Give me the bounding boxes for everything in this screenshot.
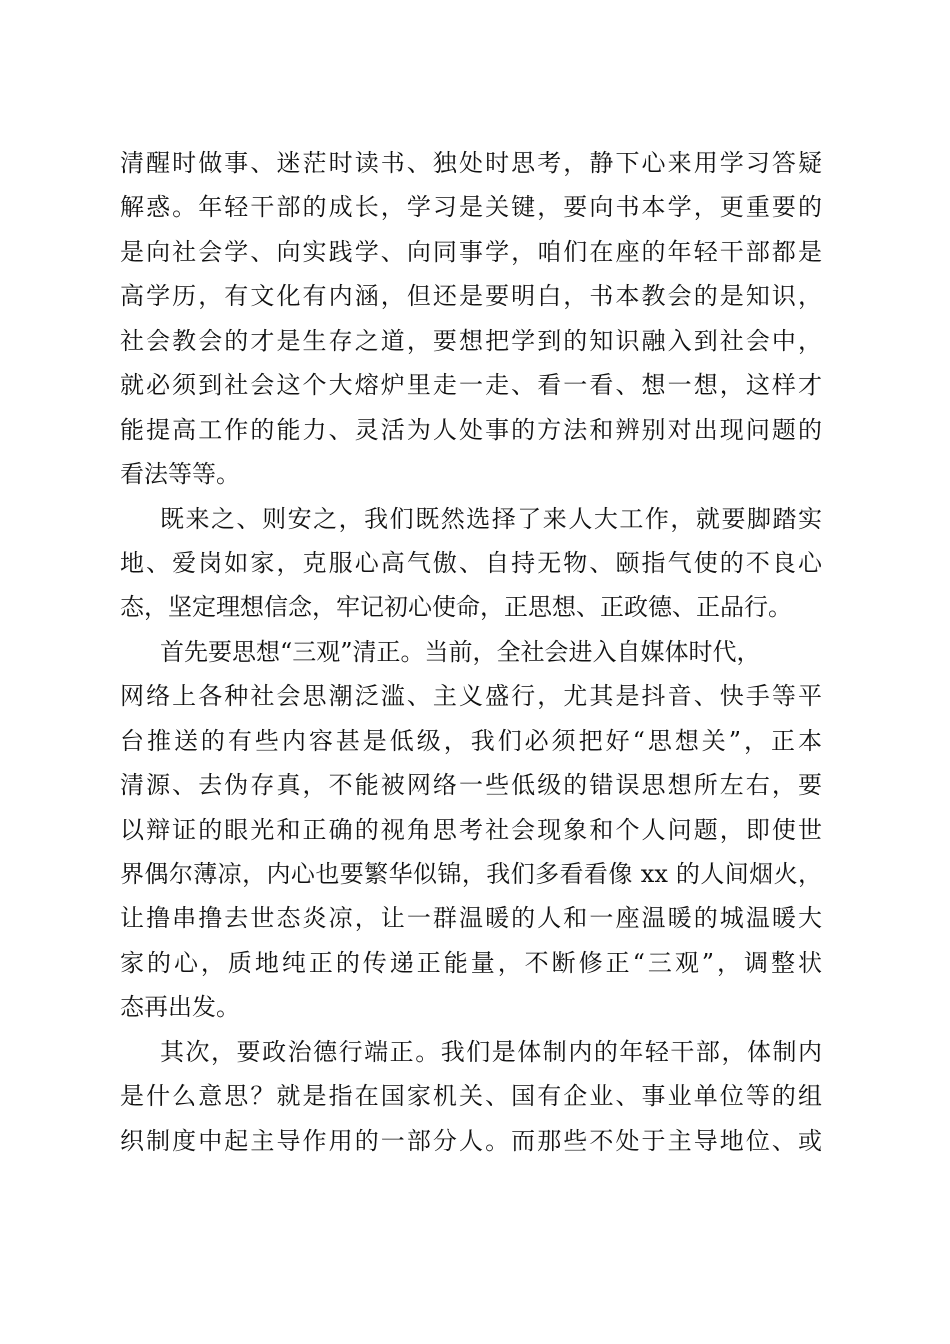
text-line: 首先要思想“三观”清正。当前，全社会进入自媒体时代， bbox=[160, 637, 761, 666]
text-line: 社会教会的才是生存之道，要想把学到的知识融入到社会中， bbox=[120, 326, 822, 355]
text-line: 网络上各种社会思潮泛滥、主义盛行，尤其是抖音、快手等平 bbox=[120, 682, 822, 711]
text-line: 态再出发。 bbox=[120, 993, 240, 1022]
text-line: 解惑。年轻干部的成长，学习是关键，要向书本学，更重要的 bbox=[120, 193, 822, 222]
document-body bbox=[120, 141, 822, 1163]
text-line: 能提高工作的能力、灵活为人处事的方法和辨别对出现问题的 bbox=[120, 415, 822, 444]
text-line: 态，坚定理想信念，牢记初心使命，正思想、正政德、正品行。 bbox=[120, 593, 792, 622]
paragraph bbox=[120, 497, 822, 630]
paragraph bbox=[120, 630, 822, 1030]
text-line: 织制度中起主导作用的一部分人。而那些不处于主导地位、或 bbox=[120, 1126, 822, 1155]
text-line: 清源、去伪存真，不能被网络一些低级的错误思想所左右，要 bbox=[120, 771, 822, 800]
text-line: 台推送的有些内容甚是低级，我们必须把好“思想关”，正本 bbox=[120, 726, 822, 755]
text-line: 其次，要政治德行端正。我们是体制内的年轻干部，体制内 bbox=[160, 1037, 822, 1066]
text-line: 清醒时做事、迷茫时读书、独处时思考，静下心来用学习答疑 bbox=[120, 149, 822, 177]
text-line: 高学历，有文化有内涵，但还是要明白，书本教会的是知识， bbox=[120, 282, 822, 311]
text-line: 是什么意思？就是指在国家机关、国有企业、事业单位等的组 bbox=[120, 1082, 822, 1111]
text-line: 既来之、则安之，我们既然选择了来人大工作，就要脚踏实 bbox=[160, 504, 822, 533]
text-line: 是向社会学、向实践学、向同事学，咱们在座的年轻干部都是 bbox=[120, 237, 822, 266]
text-line: 让撸串撸去世态炎凉，让一群温暖的人和一座温暖的城温暖大 bbox=[120, 904, 822, 933]
paragraph bbox=[120, 1030, 822, 1163]
text-line: 地、爱岗如家，克服心高气傲、自持无物、颐指气使的不良心 bbox=[120, 548, 822, 577]
text-line: 就必须到社会这个大熔炉里走一走、看一看、想一想，这样才 bbox=[120, 371, 822, 400]
text-line: 看法等等。 bbox=[120, 460, 240, 489]
text-line: 界偶尔薄凉，内心也要繁华似锦，我们多看看像 xx 的人间烟火， bbox=[120, 860, 822, 888]
paragraph bbox=[120, 141, 822, 497]
text-line: 家的心，质地纯正的传递正能量，不断修正“三观”，调整状 bbox=[120, 948, 822, 977]
text-line: 以辩证的眼光和正确的视角思考社会现象和个人问题，即使世 bbox=[120, 815, 822, 844]
